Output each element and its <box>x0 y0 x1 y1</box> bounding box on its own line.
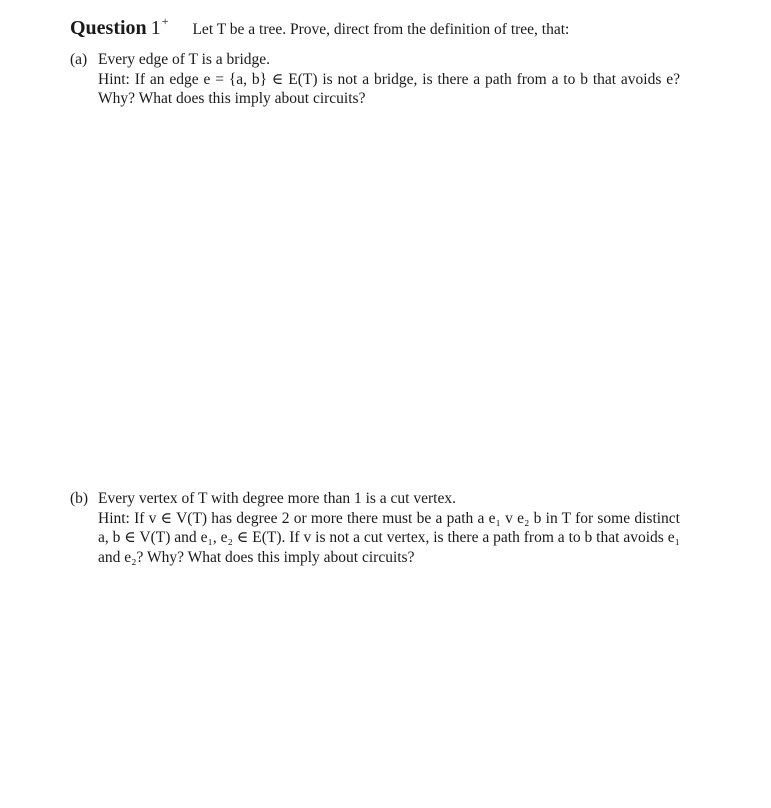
part-a <box>70 50 680 109</box>
part-a-label: (a) <box>70 51 88 68</box>
part-a-statement: Every edge of T is a bridge. <box>98 51 271 68</box>
question-header <box>70 14 569 40</box>
question-number: 1 <box>150 17 161 39</box>
question-superscript: + <box>161 14 169 28</box>
question-title: Question <box>70 17 147 39</box>
part-b-statement: Every vertex of T with degree more than 1 is a cut vertex. <box>98 490 456 507</box>
part-a-statement-line <box>70 50 680 70</box>
part-b-label: (b) <box>70 490 89 507</box>
part-b <box>70 489 680 567</box>
part-b-answer-space[interactable] <box>70 575 680 795</box>
part-b-hint: Hint: If v ∈ V(T) has degree 2 or more there must be a path a e₁ v e₂ b in T for some distinct a, b ∈ V(T) and e₁, e₂ ∈ E(T). If v is not a cut vertex, is there a path from a to b that avoids e₁ and e₂? Why? What does this imply about circuits? <box>98 509 680 566</box>
question-intro: Let T be a tree. Prove, direct from the definition of tree, that: <box>192 21 570 38</box>
part-b-statement-line <box>70 489 680 509</box>
part-a-hint: Hint: If an edge e = {a, b} ∈ E(T) is not a bridge, is there a path from a to b that avoids e? Why? What does this imply about circuits? <box>98 70 680 107</box>
part-a-answer-space[interactable] <box>70 115 680 480</box>
